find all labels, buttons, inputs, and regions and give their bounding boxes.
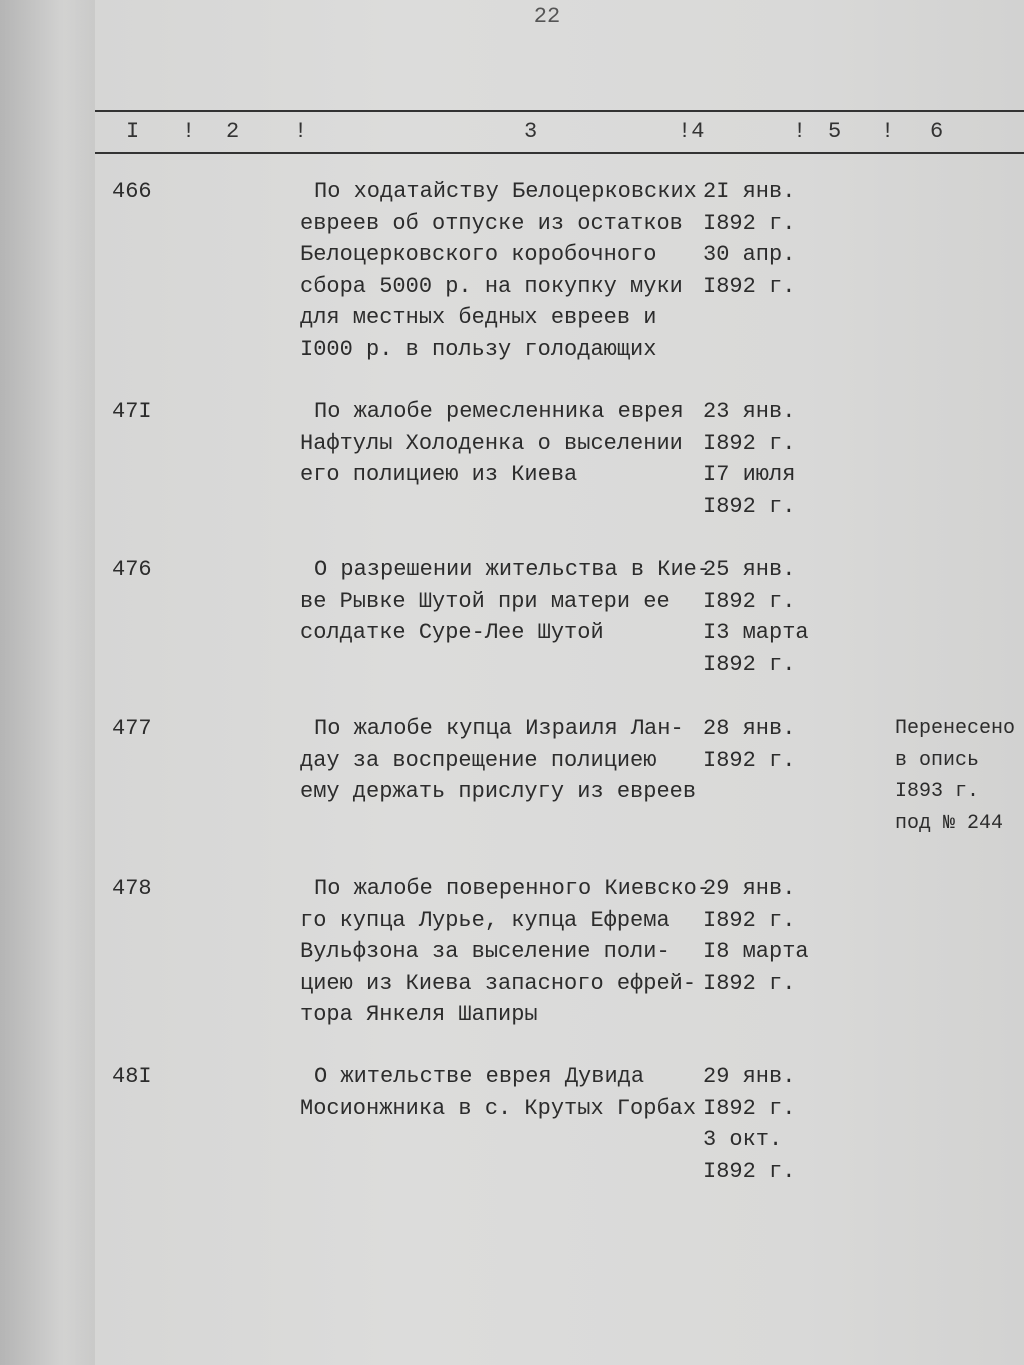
inventory-entry [0, 396, 1024, 519]
description-line: дау за воспрещение полициею [300, 747, 657, 773]
page-number: 22 [533, 4, 561, 29]
date-line: I892 г. [703, 493, 796, 519]
header-col-5: 5 [828, 119, 842, 144]
date-line: I892 г. [703, 588, 796, 614]
entry-note [895, 713, 1024, 839]
date-line: I892 г. [703, 747, 796, 773]
date-line: I7 июля [703, 462, 796, 487]
date-line: I892 г. [703, 651, 796, 677]
header-separator: ! [182, 119, 196, 144]
date-line: 3 окт. [703, 1127, 783, 1152]
entry-dates [703, 176, 823, 302]
description-line: Вульфзона за выселение поли- [300, 939, 670, 964]
description-line: его полициею из Киева [300, 462, 578, 487]
entry-description [300, 176, 700, 365]
header-col-3: 3 [524, 119, 538, 144]
entry-number: 48I [112, 1064, 152, 1089]
date-line: I892 г. [703, 970, 796, 996]
entry-description [300, 1061, 700, 1124]
description-line: ему держать прислугу из евреев [300, 779, 697, 804]
date-line: I8 марта [703, 939, 809, 964]
header-col-1: I [126, 119, 140, 144]
inventory-entry [0, 873, 1024, 1027]
binding-shadow [0, 0, 95, 1365]
entry-description [300, 554, 711, 649]
header-separator: ! [793, 119, 807, 144]
date-line: I892 г. [703, 1158, 796, 1184]
note-line: в опись [895, 748, 980, 772]
entry-dates [703, 396, 823, 522]
header-col-6: 6 [930, 119, 944, 144]
date-line: 23 янв. [703, 399, 796, 424]
entry-number: 477 [112, 716, 152, 741]
header-separator: ! [881, 119, 895, 144]
note-line: I893 г. [895, 780, 980, 803]
date-line: 30 апр. [703, 242, 796, 267]
entry-description [300, 873, 711, 1031]
description-line: По жалобе поверенного Киевско- [314, 876, 711, 901]
description-line: для местных бедных евреев и [300, 305, 657, 330]
date-line: 28 янв. [703, 716, 796, 741]
header-top-rule [95, 110, 1024, 112]
entry-dates [703, 1061, 823, 1187]
description-line: По жалобе ремесленника еврея [314, 399, 684, 424]
entry-description [300, 713, 700, 808]
entry-number: 47I [112, 399, 152, 424]
description-line: Нафтулы Холоденка о выселении [300, 430, 683, 456]
date-line: 29 янв. [703, 876, 796, 901]
description-line: О разрешении жительства в Кие- [314, 557, 711, 582]
inventory-entry [0, 713, 1024, 835]
note-line: под № 244 [895, 811, 1004, 835]
entry-dates [703, 873, 823, 999]
entry-dates [703, 713, 823, 776]
date-line: I3 марта [703, 620, 809, 645]
date-line: I892 г. [703, 273, 796, 299]
header-bottom-rule [95, 152, 1024, 154]
description-line: Мосионжника в с. Крутых Горбах [300, 1095, 697, 1121]
date-line: I892 г. [703, 907, 796, 933]
header-separator: ! [294, 119, 308, 144]
description-line: евреев об отпуске из остатков [300, 210, 683, 236]
description-line: По ходатайству Белоцерковских [314, 179, 697, 204]
entry-dates [703, 554, 823, 680]
inventory-entry [0, 1061, 1024, 1184]
entry-number: 466 [112, 179, 152, 204]
description-line: Белоцерковского коробочного [300, 242, 657, 267]
date-line: 25 янв. [703, 557, 796, 582]
entry-number: 478 [112, 876, 152, 901]
date-line: 2I янв. [703, 179, 796, 204]
description-line: тора Янкеля Шапиры [300, 1002, 538, 1027]
entry-number: 476 [112, 557, 152, 582]
date-line: 29 янв. [703, 1064, 796, 1089]
date-line: I892 г. [703, 1095, 796, 1121]
note-line: Перенесено [895, 717, 1016, 740]
description-line: сбора 5000 р. на покупку муки [300, 273, 683, 299]
description-line: го купца Лурье, купца Ефрема [300, 907, 670, 933]
entry-description [300, 396, 700, 491]
description-line: О жительстве еврея Дувида [314, 1064, 645, 1089]
date-line: I892 г. [703, 210, 796, 236]
description-line: циею из Киева запасного ефрей- [300, 970, 697, 996]
date-line: I892 г. [703, 430, 796, 456]
description-line: ве Рывке Шутой при матери ее [300, 588, 670, 614]
header-col-4: !4 [678, 119, 705, 144]
description-line: I000 р. в пользу голодающих [300, 336, 657, 362]
inventory-entry [0, 554, 1024, 677]
inventory-entry [0, 176, 1024, 362]
header-col-2: 2 [226, 119, 240, 144]
description-line: По жалобе купца Израиля Лан- [314, 716, 684, 741]
description-line: солдатке Суре-Лее Шутой [300, 620, 604, 645]
